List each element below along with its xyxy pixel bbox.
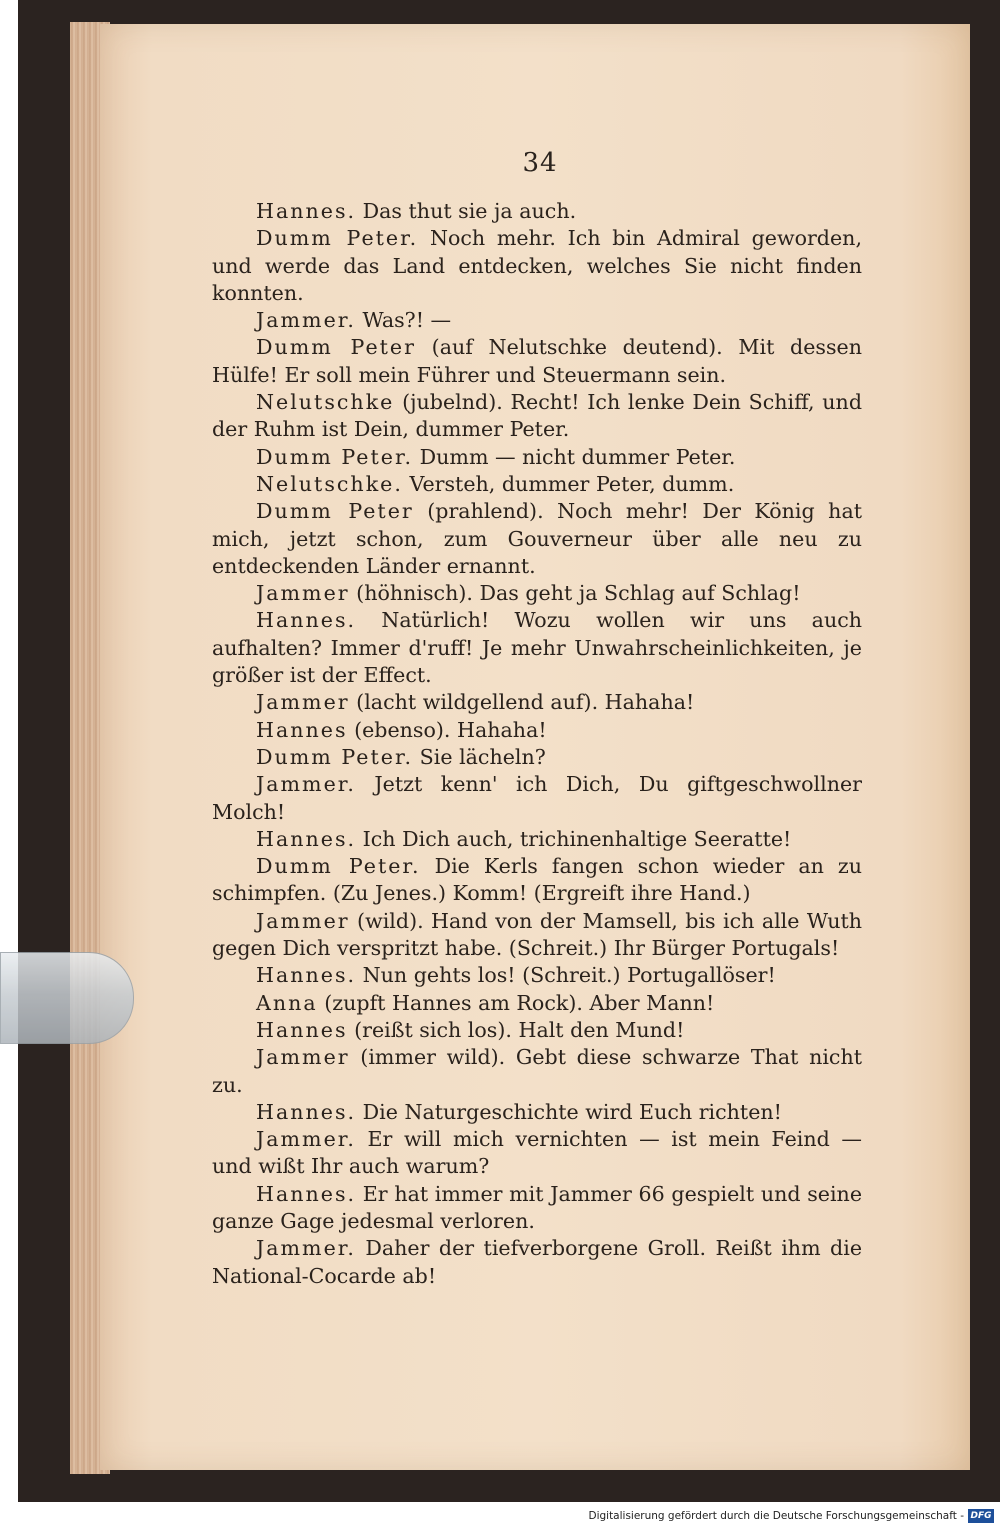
dialogue-text: Die Kerls fangen schon wieder an zu schimpfen. (Zu Jenes.) Komm! (Ergreift ihre Hand.) bbox=[212, 854, 862, 906]
dialogue-line bbox=[212, 1017, 862, 1044]
dialogue-line bbox=[212, 744, 862, 771]
dialogue-line bbox=[212, 1126, 862, 1181]
dialogue-line bbox=[212, 1235, 862, 1290]
speaker-name: Dumm Peter. bbox=[256, 226, 419, 251]
speaker-name: Jammer. bbox=[256, 1127, 356, 1152]
speaker-name: Jammer bbox=[256, 908, 350, 933]
footer-credit: Digitalisierung gefördert durch die Deutsche Forschungsgemeinschaft - bbox=[588, 1510, 964, 1522]
page-number: 34 bbox=[522, 148, 558, 178]
speaker-name: Nelutschke bbox=[256, 390, 395, 415]
speaker-name: Jammer. bbox=[256, 308, 356, 333]
dialogue-line bbox=[212, 198, 862, 225]
dialogue-line bbox=[212, 962, 862, 989]
speaker-name: Dumm Peter. bbox=[256, 444, 414, 469]
dialogue-text: Dumm — nicht dummer Peter. bbox=[419, 444, 736, 469]
dialogue-text: Das thut sie ja auch. bbox=[362, 199, 577, 223]
dialogue-text: Jetzt kenn' ich Dich, Du giftgeschwollner Molch! bbox=[212, 772, 862, 824]
speaker-name: Hannes bbox=[256, 717, 348, 742]
dialogue-text: (reißt sich los). Halt den Mund! bbox=[354, 1017, 685, 1042]
dialogue-line bbox=[212, 607, 862, 689]
dialogue-text: (ebenso). Hahaha! bbox=[354, 717, 547, 742]
speaker-name: Hannes bbox=[256, 1017, 348, 1042]
speaker-name: Jammer. bbox=[256, 1236, 356, 1261]
dialogue-text: Ich Dich auch, trichinenhaltige Seeratte! bbox=[362, 826, 792, 851]
dfg-logo: DFG bbox=[968, 1509, 994, 1523]
dialogue-line bbox=[212, 334, 862, 389]
dialogue-text: Noch mehr. Ich bin Admiral geworden, und werde das Land entdecken, welches Sie nicht finden konnten. bbox=[212, 226, 862, 305]
dialogue-line bbox=[212, 908, 862, 963]
dialogue-line bbox=[212, 771, 862, 826]
dialogue-line bbox=[212, 225, 862, 307]
speaker-name: Hannes. bbox=[256, 826, 357, 851]
dialogue-text: Daher der tiefverborgene Groll. Reißt ihm die National-Cocarde ab! bbox=[212, 1236, 863, 1288]
speaker-name: Jammer bbox=[256, 690, 350, 715]
dialogue-text: Versteh, dummer Peter, dumm. bbox=[409, 471, 735, 496]
dialogue-text: Sie lächeln? bbox=[419, 744, 546, 769]
speaker-name: Hannes. bbox=[256, 963, 357, 988]
dialogue-text: (höhnisch). Das geht ja Schlag auf Schlag! bbox=[356, 581, 801, 606]
dialogue-text: (wild). Hand von der Mamsell, bis ich alle Wuth gegen Dich verspritzt habe. (Schreit.) Ihr Bürger Portugals! bbox=[212, 908, 862, 961]
speaker-name: Hannes. bbox=[256, 1181, 357, 1206]
dialogue-text: Nun gehts los! (Schreit.) Portugallöser! bbox=[362, 963, 776, 988]
speaker-name: Hannes. bbox=[256, 1099, 357, 1124]
dialogue-text: (prahlend). Noch mehr! Der König hat mich, jetzt schon, zum Gouverneur über alle neu zu entdeckenden Länder ernannt. bbox=[212, 499, 862, 578]
dialogue-line bbox=[212, 498, 862, 580]
speaker-name: Jammer bbox=[256, 1045, 350, 1070]
dialogue-line bbox=[212, 853, 862, 908]
dialogue-text: Er hat immer mit Jammer 66 gespielt und seine ganze Gage jedesmal verloren. bbox=[212, 1181, 863, 1233]
dialogue-text: Natürlich! Wozu wollen wir uns auch aufhalten? Immer d'ruff! Je mehr Unwahrscheinlichkeiten, je größer ist der Effect. bbox=[212, 608, 863, 688]
dialogue-line bbox=[212, 1099, 862, 1126]
dialogue-text: (zupft Hannes am Rock). Aber Mann! bbox=[324, 990, 715, 1015]
dialogue-text: (auf Nelutschke deutend). Mit dessen Hülfe! Er soll mein Führer und Steuermann sein. bbox=[212, 335, 863, 387]
speaker-name: Jammer. bbox=[256, 772, 356, 797]
dialogue-line bbox=[212, 1181, 862, 1236]
dialogue-text: Die Naturgeschichte wird Euch richten! bbox=[362, 1099, 782, 1124]
speaker-name: Jammer bbox=[256, 581, 350, 606]
dialogue-line bbox=[212, 444, 862, 471]
speaker-name: Dumm Peter. bbox=[256, 854, 421, 879]
footer bbox=[0, 1508, 1000, 1528]
dialogue-line bbox=[212, 717, 862, 744]
dialogue-line bbox=[212, 389, 862, 444]
dialogue-line bbox=[212, 689, 862, 716]
dialogue-text: (immer wild). Gebt diese schwarze That nicht zu. bbox=[212, 1045, 862, 1097]
dialogue-text: Er will mich vernichten — ist mein Feind — und wißt Ihr auch warum? bbox=[212, 1127, 862, 1179]
speaker-name: Dumm Peter bbox=[256, 499, 414, 524]
dialogue-line bbox=[212, 990, 862, 1017]
dialogue-text: (lacht wildgellend auf). Hahaha! bbox=[356, 690, 695, 715]
speaker-name: Anna bbox=[256, 990, 318, 1015]
dialogue-line bbox=[212, 307, 862, 334]
page-clip bbox=[0, 952, 134, 1044]
dialogue-text: (jubelnd). Recht! Ich lenke Dein Schiff, und der Ruhm ist Dein, dummer Peter. bbox=[212, 390, 863, 442]
dialogue-text: Was?! — bbox=[362, 308, 452, 333]
speaker-name: Nelutschke. bbox=[256, 471, 403, 496]
play-text bbox=[212, 198, 862, 1290]
speaker-name: Hannes. bbox=[256, 199, 357, 223]
dialogue-line bbox=[212, 826, 862, 853]
dialogue-line bbox=[212, 471, 862, 498]
speaker-name: Dumm Peter bbox=[256, 335, 416, 360]
speaker-name: Hannes. bbox=[256, 608, 357, 633]
speaker-name: Dumm Peter. bbox=[256, 744, 414, 769]
dialogue-line bbox=[212, 580, 862, 607]
dialogue-line bbox=[212, 1044, 862, 1099]
